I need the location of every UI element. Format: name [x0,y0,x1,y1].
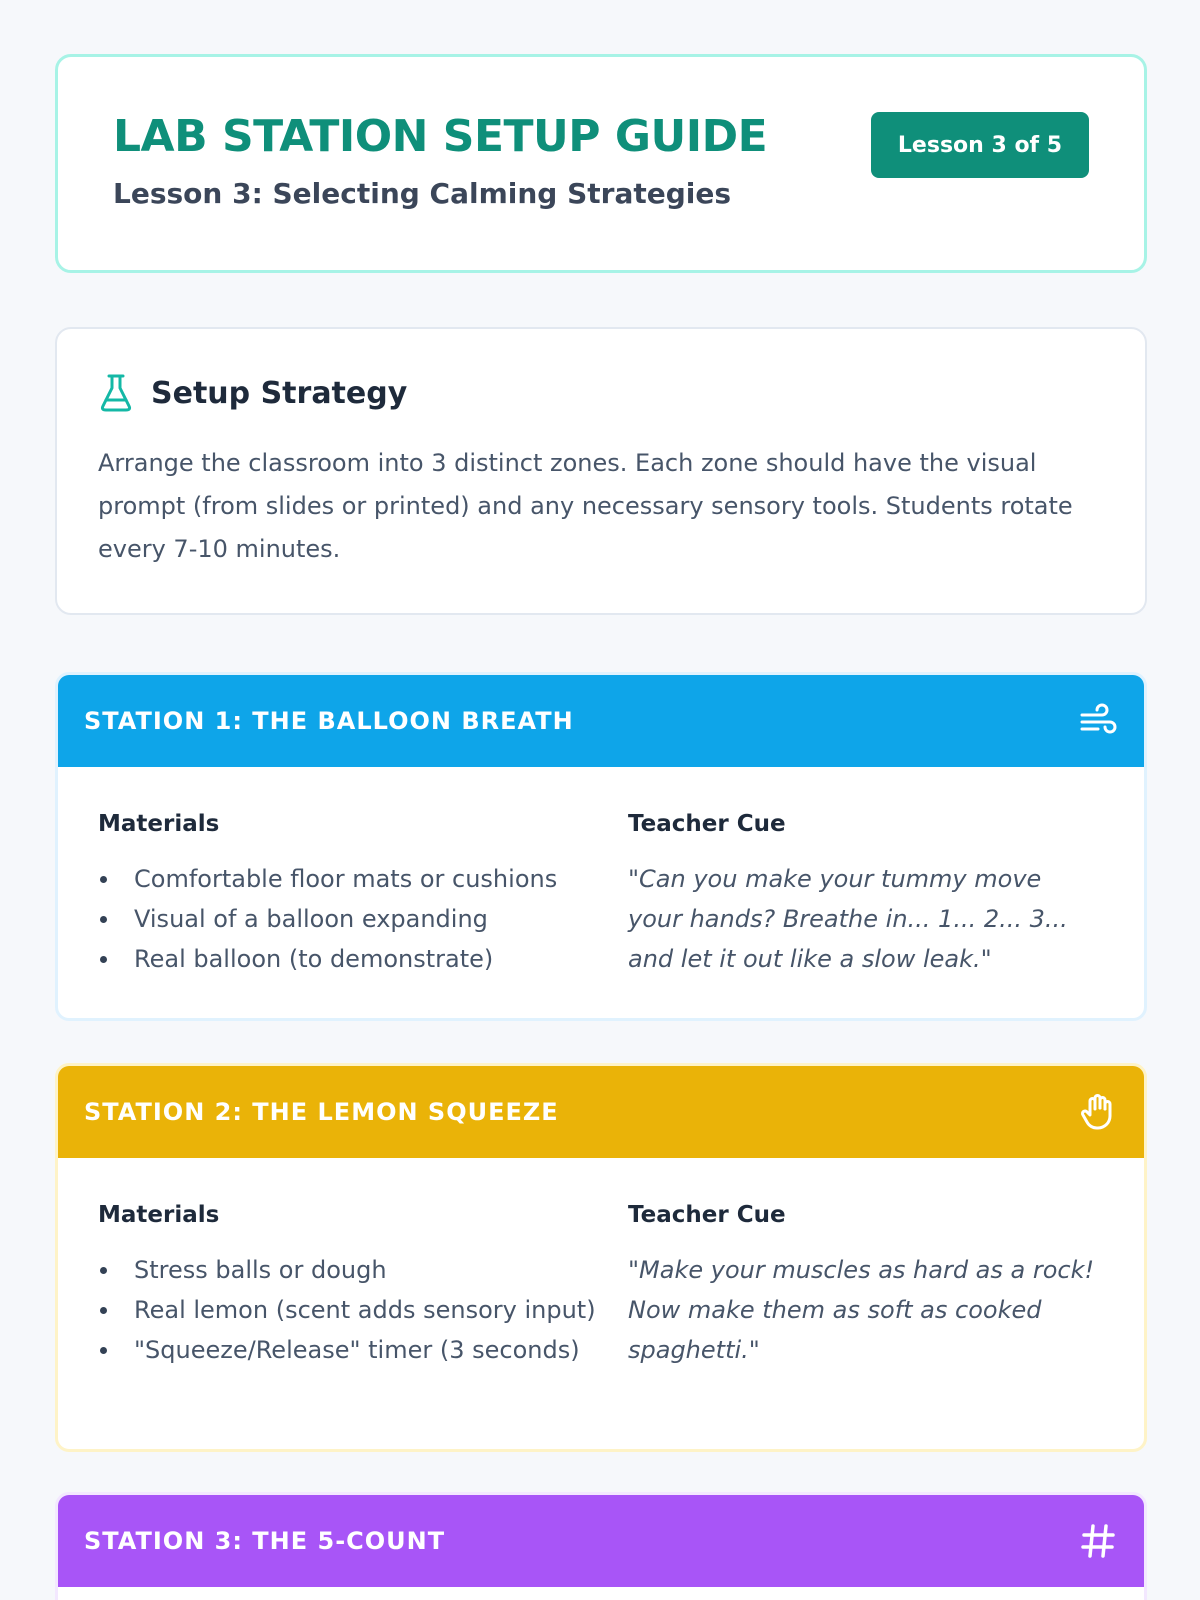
materials-label: Materials [98,811,220,837]
list-item: Real balloon (to demonstrate) [98,939,628,979]
station-3-card [55,1492,1147,1600]
list-item: Real lemon (scent adds sensory input) [98,1290,628,1330]
station-2-card [55,1063,1147,1452]
setup-strategy-text: Arrange the classroom into 3 distinct zones. Each zone should have the visual prompt (from slides or printed) and any necessary sensory tools. Students rotate every 7-10 minutes. [98,449,1073,563]
station-2-title: STATION 2: THE LEMON SQUEEZE [84,1098,559,1126]
page-title: LAB STATION SETUP GUIDE [113,111,768,162]
station-2-body [58,1158,1144,1370]
setup-strategy-header [97,373,407,413]
setup-strategy-card [55,327,1147,615]
station-3-title: STATION 3: THE 5-COUNT [84,1527,446,1555]
station-1-title: STATION 1: THE BALLOON BREATH [84,707,574,735]
teacher-cue-label: Teacher Cue [628,811,786,837]
station-1-teacher-cue [628,811,1098,979]
station-1-header [58,675,1144,767]
list-item: Stress balls or dough [98,1250,628,1290]
list-item: Comfortable floor mats or cushions [98,859,628,899]
wind-icon [1078,701,1118,741]
hash-icon [1078,1521,1118,1561]
station-2-header [58,1066,1144,1158]
list-item: "Squeeze/Release" timer (3 seconds) [98,1330,628,1370]
flask-icon [97,373,135,413]
station-1-card [55,672,1147,1021]
station-3-header [58,1495,1144,1587]
materials-label: Materials [98,1202,220,1228]
station-2-materials [98,1202,628,1370]
hand-icon [1078,1092,1118,1132]
teacher-cue-text: "Make your muscles as hard as a rock! Now make them as soft as cooked spaghetti." [628,1256,1095,1364]
header-card [55,54,1147,273]
teacher-cue-text: "Can you make your tummy move your hands? Breathe in... 1... 2... 3... and let it out like a slow leak." [628,865,1068,973]
station-2-teacher-cue [628,1202,1098,1370]
materials-list [98,1250,628,1370]
station-1-body [58,767,1144,979]
list-item: Visual of a balloon expanding [98,899,628,939]
setup-strategy-title: Setup Strategy [151,375,408,411]
teacher-cue-label: Teacher Cue [628,1202,786,1228]
lesson-badge: Lesson 3 of 5 [871,112,1089,178]
station-1-materials [98,811,628,979]
materials-list [98,859,628,979]
page-subtitle: Lesson 3: Selecting Calming Strategies [113,177,732,210]
